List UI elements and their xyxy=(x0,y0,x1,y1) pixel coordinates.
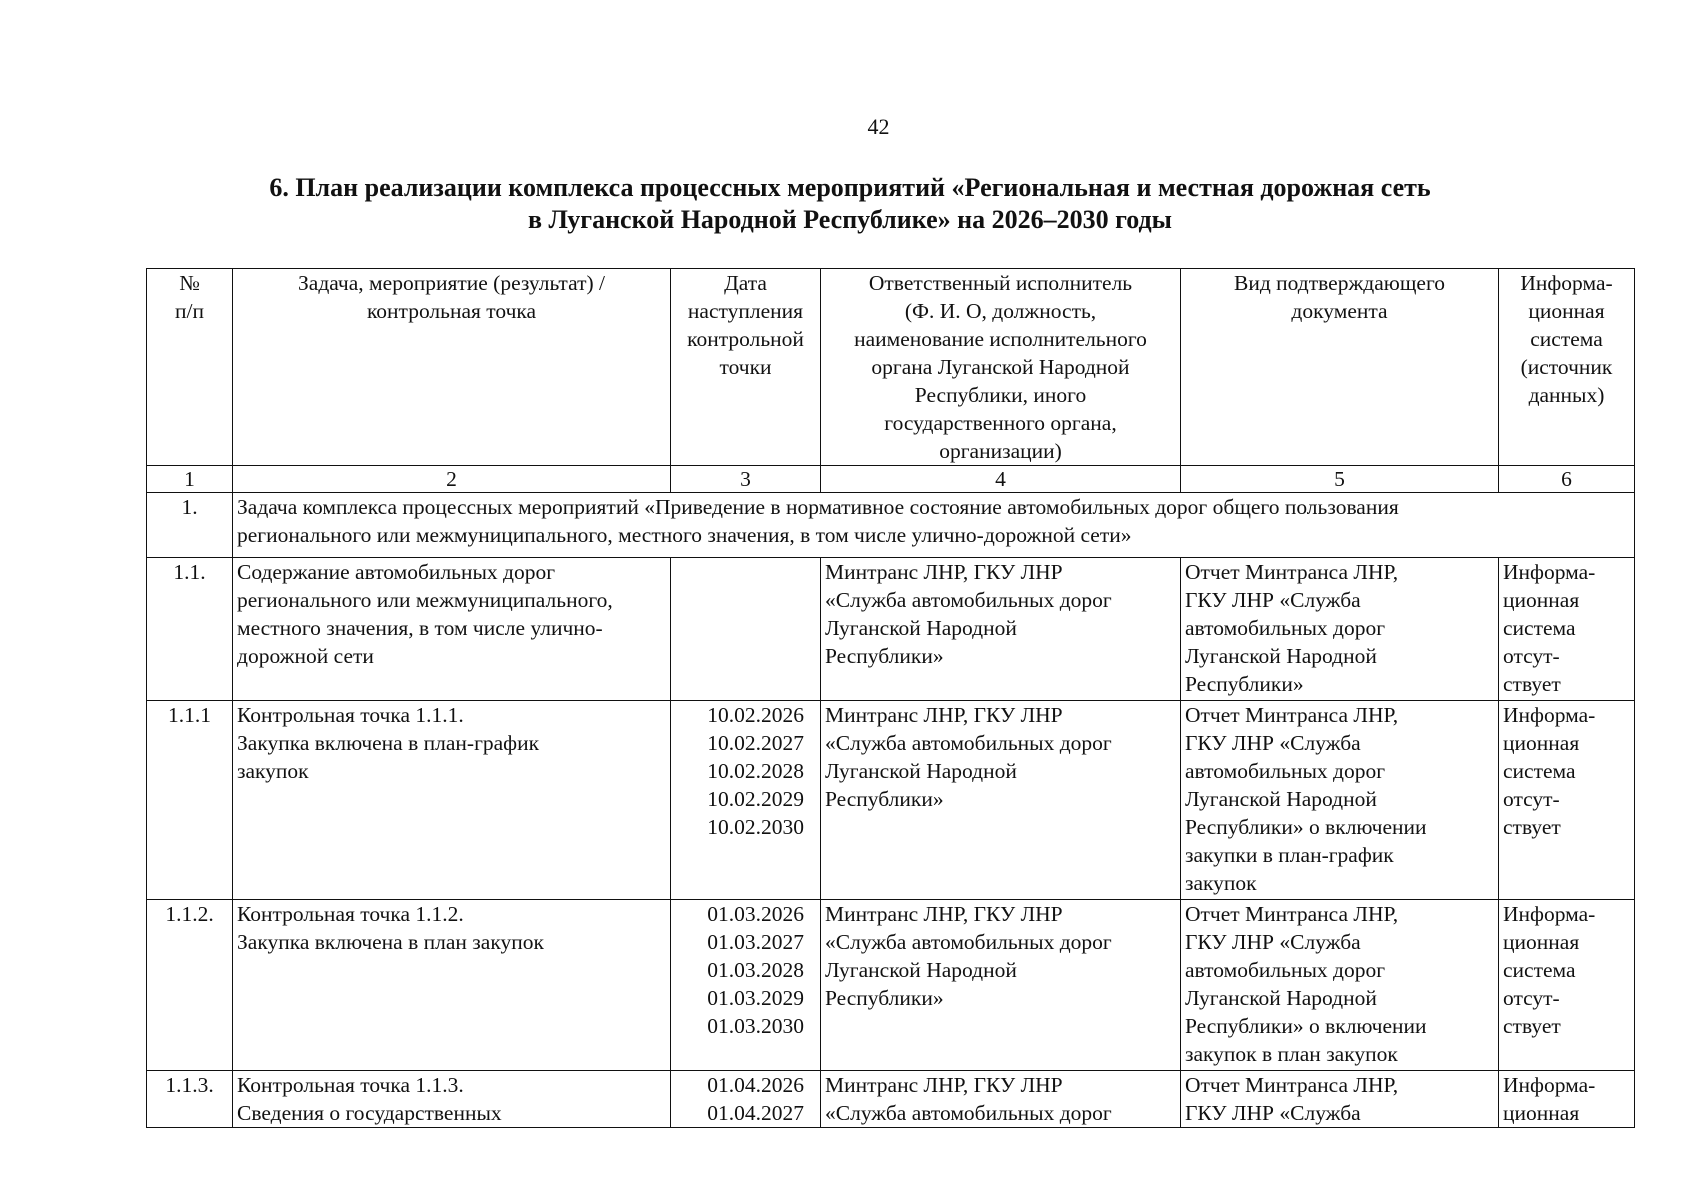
date-cell xyxy=(671,1071,821,1128)
cell-line: Луганской Народной xyxy=(825,616,1017,640)
cell-line: контрольная точка xyxy=(366,299,537,323)
column-number: 5 xyxy=(1181,466,1499,493)
cell-line: местного значения, в том числе улично- xyxy=(237,616,603,640)
activity-cell xyxy=(233,1071,671,1128)
column-number: 6 xyxy=(1499,466,1635,493)
table-row xyxy=(147,701,1635,900)
cell-line: ГКУ ЛНР «Служба xyxy=(1185,930,1361,954)
cell-line: (источник xyxy=(1520,355,1613,379)
cell-line: Закупка включена в план-график xyxy=(237,731,540,755)
cell-line: ствует xyxy=(1503,672,1561,696)
cell-line: ГКУ ЛНР «Служба xyxy=(1185,731,1361,755)
cell-line: ционная xyxy=(1528,299,1605,323)
cell-line: ствует xyxy=(1503,1014,1561,1038)
cell-line: Отчет Минтранса ЛНР, xyxy=(1185,902,1399,926)
cell-line: ционная xyxy=(1503,731,1580,755)
cell-line: 10.02.2029 xyxy=(707,787,804,811)
cell-line: Минтранс ЛНР, ГКУ ЛНР xyxy=(825,703,1063,727)
cell-line: Задача комплекса процессных мероприятий «Приведение в нормативное состояние автомобильных дорог общего пользования xyxy=(237,495,1399,519)
header-cell xyxy=(1181,269,1499,466)
cell-line: ционная xyxy=(1503,930,1580,954)
document-cell xyxy=(1181,900,1499,1071)
cell-line: Республики» xyxy=(825,986,944,1010)
cell-line: Сведения о государственных xyxy=(237,1101,502,1125)
cell-line: система xyxy=(1503,759,1576,783)
cell-line: 10.02.2028 xyxy=(707,759,804,783)
cell-line: Задача, мероприятие (результат) / xyxy=(298,271,605,295)
cell-line: Минтранс ЛНР, ГКУ ЛНР xyxy=(825,560,1063,584)
cell-line: закупок xyxy=(237,759,309,783)
cell-line: Отчет Минтранса ЛНР, xyxy=(1185,560,1399,584)
cell-line: контрольной xyxy=(687,327,804,351)
cell-line: Отчет Минтранса ЛНР, xyxy=(1185,1073,1399,1097)
cell-line: Луганской Народной xyxy=(1185,986,1377,1010)
cell-line: 01.03.2027 xyxy=(707,930,804,954)
document-title xyxy=(210,172,1490,236)
table-row xyxy=(147,1071,1635,1128)
column-number: 3 xyxy=(671,466,821,493)
row-number: 1.1.1 xyxy=(147,701,233,900)
table-row xyxy=(147,558,1635,701)
cell-line: организации) xyxy=(939,439,1062,463)
cell-line: Луганской Народной xyxy=(1185,644,1377,668)
header-cell xyxy=(671,269,821,466)
title-line-1: 6. План реализации комплекса процессных мероприятий «Региональная и местная дорожная сеть xyxy=(269,173,1431,202)
cell-line: система xyxy=(1530,327,1603,351)
header-row xyxy=(147,269,1635,466)
date-cell xyxy=(671,701,821,900)
cell-line: 01.03.2029 xyxy=(707,986,804,1010)
activity-cell xyxy=(233,701,671,900)
cell-line: регионального или межмуниципального, местного значения, в том числе улично-дорожной сети» xyxy=(237,523,1132,547)
header-cell xyxy=(821,269,1181,466)
cell-line: 01.04.2026 xyxy=(707,1073,804,1097)
task-row xyxy=(147,493,1635,558)
cell-line: «Служба автомобильных дорог xyxy=(825,588,1112,612)
cell-line: автомобильных дорог xyxy=(1185,958,1386,982)
cell-line: Контрольная точка 1.1.2. xyxy=(237,902,464,926)
title-line-2: в Луганской Народной Республике» на 2026–2030 годы xyxy=(528,205,1172,234)
row-number: 1.1.3. xyxy=(147,1071,233,1128)
cell-line: Вид подтверждающего xyxy=(1234,271,1445,295)
cell-line: Информа- xyxy=(1503,560,1596,584)
info-system-cell xyxy=(1499,701,1635,900)
cell-line: (Ф. И. О, должность, xyxy=(904,299,1097,323)
cell-line: автомобильных дорог xyxy=(1185,759,1386,783)
activity-cell xyxy=(233,558,671,701)
cell-line: Республики» xyxy=(825,787,944,811)
cell-line: «Служба автомобильных дорог xyxy=(825,731,1112,755)
cell-line: закупки в план-график xyxy=(1185,843,1394,867)
cell-line: 01.03.2030 xyxy=(707,1014,804,1038)
cell-line: отсут- xyxy=(1503,787,1560,811)
cell-line: Луганской Народной xyxy=(1185,787,1377,811)
column-number-row xyxy=(147,466,1635,493)
cell-line: 01.04.2027 xyxy=(707,1101,804,1125)
cell-line: Луганской Народной xyxy=(825,958,1017,982)
document-cell xyxy=(1181,1071,1499,1128)
cell-line: государственного органа, xyxy=(884,411,1117,435)
column-number: 2 xyxy=(233,466,671,493)
header-cell xyxy=(1499,269,1635,466)
cell-line: органа Луганской Народной xyxy=(871,355,1130,379)
header-cell xyxy=(147,269,233,466)
task-number: 1. xyxy=(147,493,233,558)
cell-line: 01.03.2026 xyxy=(707,902,804,926)
cell-line: 10.02.2026 xyxy=(707,703,804,727)
column-number: 4 xyxy=(821,466,1181,493)
document-cell xyxy=(1181,701,1499,900)
cell-line: 01.03.2028 xyxy=(707,958,804,982)
executor-cell xyxy=(821,900,1181,1071)
executor-cell xyxy=(821,558,1181,701)
cell-line: система xyxy=(1503,958,1576,982)
cell-line: Минтранс ЛНР, ГКУ ЛНР xyxy=(825,1073,1063,1097)
cell-line: ционная xyxy=(1503,588,1580,612)
cell-line: «Служба автомобильных дорог xyxy=(825,930,1112,954)
executor-cell xyxy=(821,701,1181,900)
cell-line: ствует xyxy=(1503,815,1561,839)
task-description xyxy=(233,493,1635,558)
cell-line: 10.02.2027 xyxy=(707,731,804,755)
cell-line: Минтранс ЛНР, ГКУ ЛНР xyxy=(825,902,1063,926)
cell-line: наступления xyxy=(687,299,804,323)
implementation-plan-table xyxy=(146,268,1635,1128)
table-row xyxy=(147,900,1635,1071)
cell-line: Информа- xyxy=(1503,703,1596,727)
info-system-cell xyxy=(1499,558,1635,701)
cell-line: система xyxy=(1503,616,1576,640)
cell-line: отсут- xyxy=(1503,644,1560,668)
executor-cell xyxy=(821,1071,1181,1128)
cell-line: Содержание автомобильных дорог xyxy=(237,560,556,584)
row-number: 1.1.2. xyxy=(147,900,233,1071)
cell-line: «Служба автомобильных дорог xyxy=(825,1101,1112,1125)
cell-line: автомобильных дорог xyxy=(1185,616,1386,640)
cell-line: Контрольная точка 1.1.1. xyxy=(237,703,464,727)
info-system-cell xyxy=(1499,1071,1635,1128)
cell-line: Дата xyxy=(724,271,767,295)
cell-line: ционная xyxy=(1503,1101,1580,1125)
cell-line: Республики» о включении xyxy=(1185,1014,1427,1038)
cell-line: точки xyxy=(719,355,772,379)
cell-line: данных) xyxy=(1528,383,1605,407)
cell-line: ГКУ ЛНР «Служба xyxy=(1185,588,1361,612)
cell-line: Республики» xyxy=(1185,672,1304,696)
cell-line: № xyxy=(179,271,200,295)
cell-line: 10.02.2030 xyxy=(707,815,804,839)
cell-line: Информа- xyxy=(1520,271,1613,295)
cell-line: Информа- xyxy=(1503,1073,1596,1097)
date-cell xyxy=(671,558,821,701)
date-cell xyxy=(671,900,821,1071)
cell-line: Информа- xyxy=(1503,902,1596,926)
cell-line: Ответственный исполнитель xyxy=(868,271,1133,295)
cell-line: закупок в план закупок xyxy=(1185,1042,1398,1066)
header-cell xyxy=(233,269,671,466)
cell-line: Республики, иного xyxy=(914,383,1087,407)
cell-line: п/п xyxy=(175,299,204,323)
cell-line: регионального или межмуниципального, xyxy=(237,588,613,612)
cell-line: дорожной сети xyxy=(237,644,374,668)
page-number: 42 xyxy=(867,114,890,139)
cell-line: закупок xyxy=(1185,871,1257,895)
cell-line: ГКУ ЛНР «Служба xyxy=(1185,1101,1361,1125)
cell-line: Контрольная точка 1.1.3. xyxy=(237,1073,464,1097)
cell-line: Отчет Минтранса ЛНР, xyxy=(1185,703,1399,727)
cell-line: Республики» xyxy=(825,644,944,668)
cell-line: наименование исполнительного xyxy=(854,327,1147,351)
document-cell xyxy=(1181,558,1499,701)
column-number: 1 xyxy=(147,466,233,493)
cell-line: документа xyxy=(1291,299,1388,323)
row-number: 1.1. xyxy=(147,558,233,701)
cell-line: Луганской Народной xyxy=(825,759,1017,783)
cell-line: отсут- xyxy=(1503,986,1560,1010)
cell-line: Республики» о включении xyxy=(1185,815,1427,839)
cell-line: Закупка включена в план закупок xyxy=(237,930,544,954)
info-system-cell xyxy=(1499,900,1635,1071)
activity-cell xyxy=(233,900,671,1071)
